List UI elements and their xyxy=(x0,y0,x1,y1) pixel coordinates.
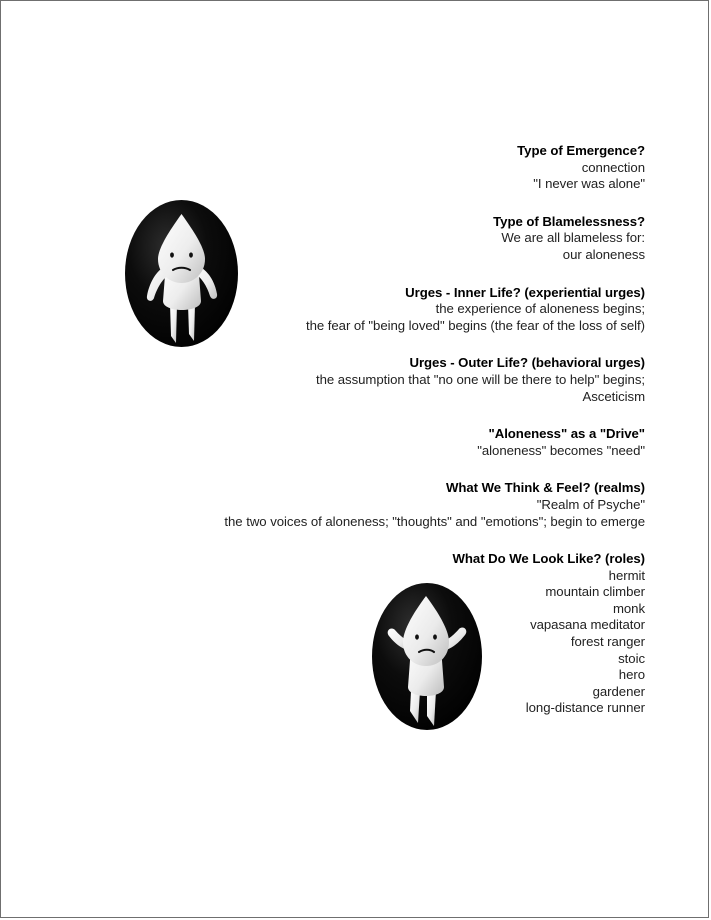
section-line: hero xyxy=(618,667,645,683)
section-line: monk xyxy=(612,600,645,616)
content-text-column xyxy=(31,143,645,717)
section-type-of-blamelessness xyxy=(31,214,645,264)
section-heading: What Do We Look Like? (roles) xyxy=(452,551,645,567)
section-line: "I never was alone" xyxy=(533,176,645,192)
section-line: mountain climber xyxy=(545,584,645,600)
section-what-do-we-look-like xyxy=(31,551,645,717)
section-line: the assumption that "no one will be there to help" begins; xyxy=(315,371,645,387)
section-type-of-emergence xyxy=(31,143,645,193)
section-line: "Realm of Psyche" xyxy=(536,496,645,512)
section-line: forest ranger xyxy=(570,634,645,650)
section-heading: Type of Blamelessness? xyxy=(493,213,645,229)
section-line: long-distance runner xyxy=(525,700,645,716)
section-line: hermit xyxy=(608,567,645,583)
section-heading: Urges - Outer Life? (behavioral urges) xyxy=(409,355,645,371)
section-heading: Urges - Inner Life? (experiential urges) xyxy=(405,284,645,300)
section-line: connection xyxy=(581,159,645,175)
section-line: the fear of "being loved" begins (the fear of the loss of self) xyxy=(305,317,645,333)
section-aloneness-as-a-drive xyxy=(31,426,645,459)
section-heading: Type of Emergence? xyxy=(517,143,645,158)
section-urges-inner-life xyxy=(31,285,645,335)
section-line: our aloneness xyxy=(562,246,645,262)
section-line: the experience of aloneness begins; xyxy=(435,301,645,317)
section-line: stoic xyxy=(618,650,645,666)
section-heading: "Aloneness" as a "Drive" xyxy=(488,426,645,442)
section-heading: What We Think & Feel? (realms) xyxy=(445,480,645,496)
section-line: Asceticism xyxy=(582,388,645,404)
section-line: "aloneness" becomes "need" xyxy=(477,442,645,458)
section-line: the two voices of aloneness; "thoughts" and "emotions"; begin to emerge xyxy=(224,513,645,529)
section-line: gardener xyxy=(592,683,645,699)
section-line: vapasana meditator xyxy=(530,617,645,633)
section-line: We are all blameless for: xyxy=(501,230,645,246)
section-urges-outer-life xyxy=(31,355,645,405)
section-what-we-think-and-feel xyxy=(31,480,645,530)
